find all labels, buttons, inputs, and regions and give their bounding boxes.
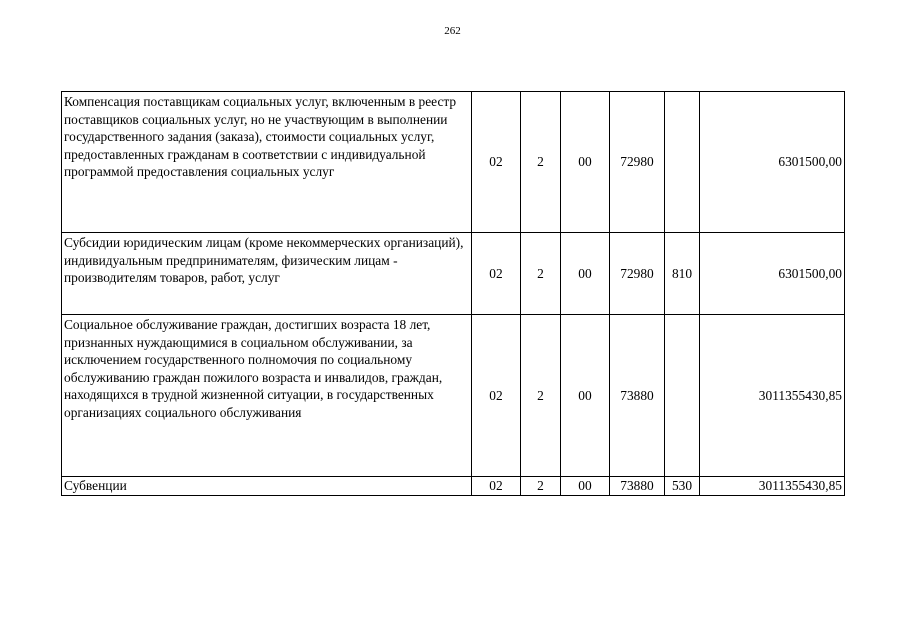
subsection-code: 2	[521, 233, 561, 315]
amount: 3011355430,85	[700, 315, 845, 477]
row-name: Субсидии юридическим лицам (кроме некоммерческих организаций), индивидуальным предпринимателям, физическим лицам - производителям товаров, работ, услуг	[62, 233, 472, 315]
expense-type-code: 810	[665, 233, 700, 315]
table-row	[62, 315, 845, 477]
table-row	[62, 477, 845, 496]
subsection-code: 2	[521, 315, 561, 477]
section-code: 02	[472, 233, 521, 315]
page-number: 262	[444, 25, 461, 37]
expense-type-code: 530	[665, 477, 700, 496]
budget-table	[61, 91, 845, 496]
target-code: 72980	[610, 92, 665, 233]
row-name: Субвенции	[62, 477, 472, 496]
table-row	[62, 92, 845, 233]
row-name: Компенсация поставщикам социальных услуг, включенным в реестр поставщиков социальных услуг, но не участвующим в выполнении государственного задания (заказа), стоимости социальных услуг, предоставленных гражданам в соответствии с индивидуальной программой предоставления социальных услуг	[62, 92, 472, 233]
program-code: 00	[561, 233, 610, 315]
amount: 6301500,00	[700, 233, 845, 315]
expense-type-code	[665, 315, 700, 477]
target-code: 73880	[610, 315, 665, 477]
table-row	[62, 233, 845, 315]
amount: 3011355430,85	[700, 477, 845, 496]
target-code: 72980	[610, 233, 665, 315]
section-code: 02	[472, 315, 521, 477]
section-code: 02	[472, 477, 521, 496]
target-code: 73880	[610, 477, 665, 496]
amount: 6301500,00	[700, 92, 845, 233]
expense-type-code	[665, 92, 700, 233]
program-code: 00	[561, 92, 610, 233]
program-code: 00	[561, 477, 610, 496]
subsection-code: 2	[521, 92, 561, 233]
subsection-code: 2	[521, 477, 561, 496]
section-code: 02	[472, 92, 521, 233]
row-name: Социальное обслуживание граждан, достигших возраста 18 лет, признанных нуждающимися в социальном обслуживании, за исключением государственного полномочия по социальному обслуживанию граждан пожилого возраста и инвалидов, граждан, находящихся в трудной жизненной ситуации, в государственных организациях социального обслуживания	[62, 315, 472, 477]
program-code: 00	[561, 315, 610, 477]
